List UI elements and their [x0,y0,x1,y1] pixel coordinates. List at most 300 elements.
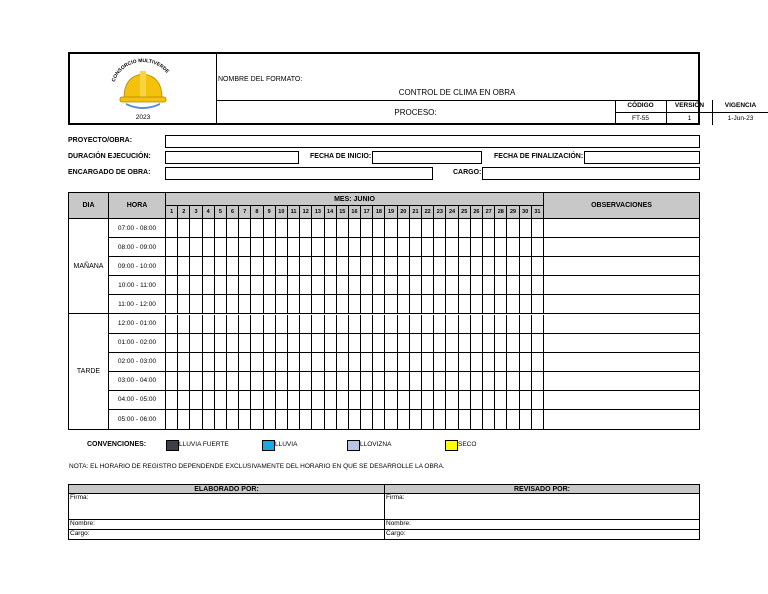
elaborado-nombre[interactable]: Nombre: [69,520,385,530]
weather-cell[interactable] [410,391,422,410]
weather-cell[interactable] [434,238,446,257]
weather-cell[interactable] [227,238,239,257]
weather-cell[interactable] [276,334,288,353]
weather-cell[interactable] [434,315,446,334]
weather-cell[interactable] [215,257,227,276]
duracion-input[interactable] [165,151,299,164]
weather-cell[interactable] [471,295,483,314]
weather-cell[interactable] [422,334,434,353]
weather-cell[interactable] [434,353,446,372]
cargo-input[interactable] [482,167,700,180]
weather-cell[interactable] [178,238,190,257]
weather-cell[interactable] [325,238,337,257]
weather-cell[interactable] [203,295,215,314]
weather-cell[interactable] [446,295,458,314]
weather-cell[interactable] [459,372,471,391]
weather-cell[interactable] [264,315,276,334]
weather-cell[interactable] [300,257,312,276]
weather-cell[interactable] [215,276,227,295]
weather-cell[interactable] [276,391,288,410]
weather-cell[interactable] [325,295,337,314]
weather-cell[interactable] [422,295,434,314]
proyecto-input[interactable] [165,135,700,148]
weather-cell[interactable] [459,391,471,410]
weather-cell[interactable] [520,219,532,238]
weather-cell[interactable] [264,295,276,314]
weather-cell[interactable] [507,295,519,314]
weather-cell[interactable] [446,315,458,334]
weather-cell[interactable] [337,353,349,372]
weather-cell[interactable] [446,334,458,353]
weather-cell[interactable] [520,315,532,334]
weather-cell[interactable] [361,372,373,391]
weather-cell[interactable] [166,315,178,334]
weather-cell[interactable] [300,315,312,334]
weather-cell[interactable] [373,353,385,372]
weather-cell[interactable] [337,257,349,276]
weather-cell[interactable] [203,276,215,295]
weather-cell[interactable] [507,257,519,276]
weather-cell[interactable] [239,276,251,295]
weather-cell[interactable] [422,372,434,391]
weather-cell[interactable] [446,353,458,372]
weather-cell[interactable] [166,391,178,410]
revisado-firma[interactable]: Firma: [385,494,699,520]
weather-cell[interactable] [325,315,337,334]
weather-cell[interactable] [178,276,190,295]
weather-cell[interactable] [434,295,446,314]
weather-cell[interactable] [385,372,397,391]
weather-cell[interactable] [312,391,324,410]
weather-cell[interactable] [178,219,190,238]
weather-cell[interactable] [166,410,178,429]
weather-cell[interactable] [166,372,178,391]
weather-cell[interactable] [422,238,434,257]
observation-cell[interactable] [544,276,699,295]
weather-cell[interactable] [349,276,361,295]
weather-cell[interactable] [446,219,458,238]
weather-cell[interactable] [227,334,239,353]
weather-cell[interactable] [471,410,483,429]
weather-cell[interactable] [495,315,507,334]
weather-cell[interactable] [215,334,227,353]
weather-cell[interactable] [166,276,178,295]
weather-cell[interactable] [410,315,422,334]
weather-cell[interactable] [520,257,532,276]
weather-cell[interactable] [373,315,385,334]
weather-cell[interactable] [422,391,434,410]
weather-cell[interactable] [373,238,385,257]
weather-cell[interactable] [349,372,361,391]
weather-cell[interactable] [312,334,324,353]
weather-cell[interactable] [446,238,458,257]
weather-cell[interactable] [325,372,337,391]
weather-cell[interactable] [337,219,349,238]
weather-cell[interactable] [385,391,397,410]
weather-cell[interactable] [520,372,532,391]
weather-cell[interactable] [251,334,263,353]
weather-cell[interactable] [251,295,263,314]
weather-cell[interactable] [410,238,422,257]
weather-cell[interactable] [434,334,446,353]
weather-cell[interactable] [312,410,324,429]
weather-cell[interactable] [276,295,288,314]
revisado-cargo[interactable]: Cargo: [386,530,406,537]
weather-cell[interactable] [312,353,324,372]
weather-cell[interactable] [178,391,190,410]
weather-cell[interactable] [385,353,397,372]
weather-cell[interactable] [373,391,385,410]
weather-cell[interactable] [410,219,422,238]
weather-cell[interactable] [337,238,349,257]
weather-cell[interactable] [190,372,202,391]
weather-cell[interactable] [398,353,410,372]
weather-cell[interactable] [507,353,519,372]
weather-cell[interactable] [215,315,227,334]
weather-cell[interactable] [178,372,190,391]
weather-cell[interactable] [276,276,288,295]
weather-cell[interactable] [483,238,495,257]
weather-cell[interactable] [520,391,532,410]
weather-cell[interactable] [178,410,190,429]
weather-cell[interactable] [203,334,215,353]
weather-cell[interactable] [471,353,483,372]
weather-cell[interactable] [471,334,483,353]
weather-cell[interactable] [312,219,324,238]
weather-cell[interactable] [300,391,312,410]
weather-cell[interactable] [276,315,288,334]
weather-cell[interactable] [385,295,397,314]
weather-cell[interactable] [288,276,300,295]
weather-cell[interactable] [312,276,324,295]
observation-cell[interactable] [544,391,699,410]
weather-cell[interactable] [398,257,410,276]
weather-cell[interactable] [471,391,483,410]
weather-cell[interactable] [373,295,385,314]
weather-cell[interactable] [361,391,373,410]
weather-cell[interactable] [495,295,507,314]
weather-cell[interactable] [495,372,507,391]
weather-cell[interactable] [385,219,397,238]
weather-cell[interactable] [361,410,373,429]
weather-cell[interactable] [325,257,337,276]
weather-cell[interactable] [239,257,251,276]
weather-cell[interactable] [251,276,263,295]
weather-cell[interactable] [178,257,190,276]
weather-cell[interactable] [325,353,337,372]
weather-cell[interactable] [483,219,495,238]
weather-cell[interactable] [459,315,471,334]
weather-cell[interactable] [532,410,544,429]
weather-cell[interactable] [483,372,495,391]
weather-cell[interactable] [312,238,324,257]
weather-cell[interactable] [300,410,312,429]
weather-cell[interactable] [190,353,202,372]
weather-cell[interactable] [264,391,276,410]
weather-cell[interactable] [507,238,519,257]
weather-cell[interactable] [215,372,227,391]
weather-cell[interactable] [251,315,263,334]
weather-cell[interactable] [190,410,202,429]
weather-cell[interactable] [410,353,422,372]
weather-cell[interactable] [239,353,251,372]
weather-cell[interactable] [471,238,483,257]
weather-cell[interactable] [203,410,215,429]
weather-cell[interactable] [373,219,385,238]
weather-cell[interactable] [483,276,495,295]
weather-cell[interactable] [190,219,202,238]
weather-cell[interactable] [520,353,532,372]
weather-cell[interactable] [495,257,507,276]
fecha-fin-input[interactable] [584,151,700,164]
weather-cell[interactable] [495,238,507,257]
weather-cell[interactable] [166,334,178,353]
weather-cell[interactable] [483,334,495,353]
weather-cell[interactable] [532,238,544,257]
weather-cell[interactable] [203,315,215,334]
weather-cell[interactable] [410,372,422,391]
weather-cell[interactable] [361,353,373,372]
weather-cell[interactable] [215,353,227,372]
weather-cell[interactable] [203,372,215,391]
weather-cell[interactable] [227,219,239,238]
weather-cell[interactable] [337,410,349,429]
weather-cell[interactable] [422,315,434,334]
weather-cell[interactable] [300,295,312,314]
weather-cell[interactable] [190,295,202,314]
weather-cell[interactable] [337,315,349,334]
elaborado-cargo[interactable]: Cargo: [69,530,385,539]
observation-cell[interactable] [544,238,699,257]
weather-cell[interactable] [385,315,397,334]
weather-cell[interactable] [276,238,288,257]
weather-cell[interactable] [446,276,458,295]
weather-cell[interactable] [495,219,507,238]
weather-cell[interactable] [483,353,495,372]
weather-cell[interactable] [507,391,519,410]
weather-cell[interactable] [288,315,300,334]
weather-cell[interactable] [410,334,422,353]
weather-cell[interactable] [398,334,410,353]
observation-cell[interactable] [544,257,699,276]
weather-cell[interactable] [227,353,239,372]
weather-cell[interactable] [178,334,190,353]
weather-cell[interactable] [178,315,190,334]
weather-cell[interactable] [190,334,202,353]
weather-cell[interactable] [422,410,434,429]
weather-cell[interactable] [459,238,471,257]
weather-cell[interactable] [276,257,288,276]
weather-cell[interactable] [264,257,276,276]
weather-cell[interactable] [532,219,544,238]
weather-cell[interactable] [422,276,434,295]
weather-cell[interactable] [325,334,337,353]
weather-cell[interactable] [203,257,215,276]
weather-cell[interactable] [507,334,519,353]
weather-cell[interactable] [288,391,300,410]
weather-cell[interactable] [239,410,251,429]
weather-cell[interactable] [288,410,300,429]
weather-cell[interactable] [471,372,483,391]
weather-cell[interactable] [459,334,471,353]
weather-cell[interactable] [251,353,263,372]
weather-cell[interactable] [349,410,361,429]
weather-cell[interactable] [300,219,312,238]
weather-cell[interactable] [434,257,446,276]
weather-cell[interactable] [483,257,495,276]
weather-cell[interactable] [410,276,422,295]
revisado-nombre[interactable]: Nombre: [385,520,699,530]
weather-cell[interactable] [398,238,410,257]
weather-cell[interactable] [520,238,532,257]
weather-cell[interactable] [300,353,312,372]
weather-cell[interactable] [276,219,288,238]
weather-cell[interactable] [215,238,227,257]
weather-cell[interactable] [349,334,361,353]
weather-cell[interactable] [166,219,178,238]
weather-cell[interactable] [373,372,385,391]
weather-cell[interactable] [239,219,251,238]
weather-cell[interactable] [483,410,495,429]
weather-cell[interactable] [288,334,300,353]
weather-cell[interactable] [471,315,483,334]
weather-cell[interactable] [251,372,263,391]
weather-cell[interactable] [471,257,483,276]
weather-cell[interactable] [410,410,422,429]
weather-cell[interactable] [361,334,373,353]
weather-cell[interactable] [239,334,251,353]
weather-cell[interactable] [434,219,446,238]
weather-cell[interactable] [288,238,300,257]
weather-cell[interactable] [203,391,215,410]
weather-cell[interactable] [398,219,410,238]
weather-cell[interactable] [166,238,178,257]
weather-cell[interactable] [190,315,202,334]
weather-cell[interactable] [288,295,300,314]
weather-cell[interactable] [471,219,483,238]
weather-cell[interactable] [385,410,397,429]
weather-cell[interactable] [264,353,276,372]
observation-cell[interactable] [544,295,699,314]
weather-cell[interactable] [239,315,251,334]
weather-cell[interactable] [190,391,202,410]
elaborado-firma[interactable]: Firma: [69,494,385,520]
weather-cell[interactable] [227,257,239,276]
weather-cell[interactable] [361,295,373,314]
weather-cell[interactable] [251,391,263,410]
weather-cell[interactable] [373,257,385,276]
weather-cell[interactable] [349,238,361,257]
weather-cell[interactable] [398,276,410,295]
weather-cell[interactable] [227,315,239,334]
weather-cell[interactable] [361,238,373,257]
weather-cell[interactable] [459,353,471,372]
weather-cell[interactable] [422,353,434,372]
weather-cell[interactable] [434,410,446,429]
weather-cell[interactable] [251,257,263,276]
observation-cell[interactable] [544,219,699,238]
weather-cell[interactable] [495,276,507,295]
observation-cell[interactable] [544,334,699,353]
weather-cell[interactable] [166,295,178,314]
weather-cell[interactable] [288,257,300,276]
weather-cell[interactable] [239,295,251,314]
weather-cell[interactable] [385,238,397,257]
weather-cell[interactable] [325,276,337,295]
weather-cell[interactable] [288,219,300,238]
weather-cell[interactable] [495,410,507,429]
weather-cell[interactable] [422,257,434,276]
weather-cell[interactable] [215,391,227,410]
weather-cell[interactable] [349,295,361,314]
weather-cell[interactable] [300,372,312,391]
weather-cell[interactable] [337,334,349,353]
weather-cell[interactable] [361,219,373,238]
weather-cell[interactable] [532,315,544,334]
weather-cell[interactable] [264,334,276,353]
weather-cell[interactable] [203,219,215,238]
weather-cell[interactable] [459,276,471,295]
observation-cell[interactable] [544,353,699,372]
weather-cell[interactable] [373,334,385,353]
weather-cell[interactable] [520,410,532,429]
weather-cell[interactable] [190,276,202,295]
weather-cell[interactable] [373,276,385,295]
weather-cell[interactable] [227,410,239,429]
weather-cell[interactable] [410,295,422,314]
weather-cell[interactable] [337,372,349,391]
weather-cell[interactable] [434,391,446,410]
weather-cell[interactable] [361,257,373,276]
weather-cell[interactable] [398,391,410,410]
weather-cell[interactable] [349,391,361,410]
weather-cell[interactable] [422,219,434,238]
weather-cell[interactable] [434,276,446,295]
weather-cell[interactable] [532,372,544,391]
weather-cell[interactable] [239,238,251,257]
weather-cell[interactable] [264,219,276,238]
weather-cell[interactable] [178,295,190,314]
weather-cell[interactable] [349,315,361,334]
weather-cell[interactable] [520,334,532,353]
weather-cell[interactable] [495,391,507,410]
weather-cell[interactable] [398,315,410,334]
weather-cell[interactable] [251,238,263,257]
weather-cell[interactable] [227,372,239,391]
weather-cell[interactable] [495,334,507,353]
weather-cell[interactable] [227,391,239,410]
fecha-inicio-input[interactable] [372,151,482,164]
weather-cell[interactable] [385,276,397,295]
weather-cell[interactable] [325,410,337,429]
observation-cell[interactable] [544,410,699,429]
weather-cell[interactable] [312,372,324,391]
weather-cell[interactable] [532,353,544,372]
weather-cell[interactable] [398,295,410,314]
weather-cell[interactable] [276,410,288,429]
weather-cell[interactable] [385,334,397,353]
weather-cell[interactable] [532,257,544,276]
weather-cell[interactable] [337,276,349,295]
weather-cell[interactable] [251,219,263,238]
weather-cell[interactable] [507,219,519,238]
weather-cell[interactable] [203,353,215,372]
weather-cell[interactable] [532,295,544,314]
weather-cell[interactable] [349,219,361,238]
weather-cell[interactable] [483,315,495,334]
weather-cell[interactable] [483,295,495,314]
weather-cell[interactable] [507,315,519,334]
